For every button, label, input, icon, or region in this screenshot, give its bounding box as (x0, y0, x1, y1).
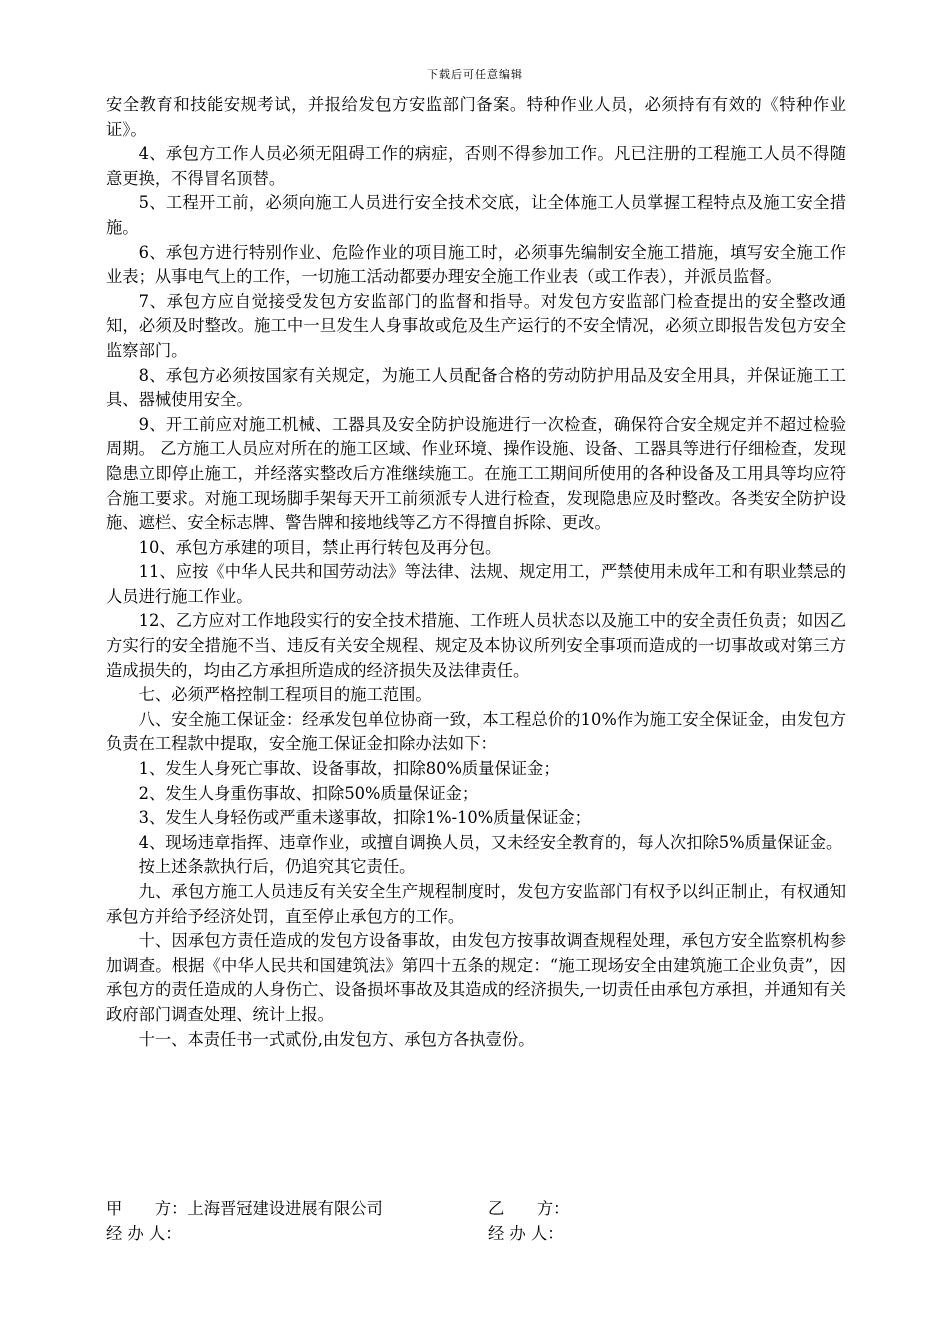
page-header: 下载后可任意编辑 (427, 68, 523, 81)
paragraph: 安全教育和技能安规考试，并报给发包方安监部门备案。特种作业人员，必须持有有效的《特种作业证》。 (106, 95, 846, 139)
party-a-name: 上海晋冠建设进展有限公司 (187, 1199, 383, 1218)
paragraph: 5、工程开工前，必须向施工人员进行安全技术交底，让全体施工人员掌握工程特点及施工安全措施。 (106, 193, 846, 237)
signature-block (106, 1196, 846, 1246)
paragraph: 3、发生人身轻伤或严重未遂事故，扣除1%-10%质量保证金； (138, 808, 591, 828)
party-b-label: 乙 方： (488, 1199, 570, 1218)
agent-label-left: 经 办 人： (106, 1224, 182, 1243)
party-a-label: 甲 方： (106, 1199, 188, 1218)
paragraph: 十、因承包方责任造成的发包方设备事故，由发包方按事故调查规程处理，承包方安全监察机构参加调查。根据《中华人民共和国建筑法》第四十五条的规定：“施工现场安全由建筑施工企业负责”，因承包方的责任造成的人身伤亡、设备损坏事故及其造成的经济损失,一切责任由承包方承担，并通知有关政府部门调查处理、统计上报。 (106, 931, 846, 1024)
agent-label-right: 经 办 人： (488, 1224, 564, 1243)
paragraph: 七、必须严格控制工程项目的施工范围。 (138, 685, 432, 705)
paragraph: 2、发生人身重伤事故、扣除50%质量保证金； (138, 783, 479, 803)
paragraph: 9、开工前应对施工机械、工器具及安全防护设施进行一次检查，确保符合安全规定并不超过检验周期。 乙方施工人员应对所在的施工区域、作业环境、操作设施、设备、工器具等进行仔细检查，发现隐患立即停止施工，并经落实整改后方准继续施工。在施工工期间所使用的各种设备及工用具等均应符合施工要求。对施工现场脚手架每天开工前须派专人进行检查，发现隐患应及时整改。各类安全防护设施、遮栏、安全标志牌、警告牌和接地线等乙方不得擅自拆除、更改。 (106, 414, 846, 533)
signature-row-parties (106, 1196, 846, 1221)
paragraph: 10、承包方承建的项目，禁止再行转包及再分包。 (138, 537, 502, 557)
paragraph: 1、发生人身死亡事故、设备事故，扣除80%质量保证金； (138, 759, 560, 779)
paragraph: 11、应按《中华人民共和国劳动法》等法律、法规、规定用工，严禁使用未成年工和有职业禁忌的人员进行施工作业。 (106, 562, 846, 606)
paragraph: 十一、本责任书一式贰份,由发包方、承包方各执壹份。 (138, 1029, 535, 1049)
paragraph: 4、承包方工作人员必须无阻碍工作的病症，否则不得参加工作。凡已注册的工程施工人员不得随意更换，不得冒名顶替。 (106, 144, 846, 188)
paragraph: 7、承包方应自觉接受发包方安监部门的监督和指导。对发包方安监部门检查提出的安全整改通知，必须及时整改。施工中一旦发生人身事故或危及生产运行的不安全情况，必须立即报告发包方安全监察部门。 (106, 291, 846, 360)
paragraph: 12、乙方应对工作地段实行的安全技术措施、工作班人员状态以及施工中的安全责任负责；如因乙方实行的安全措施不当、违反有关安全规程、规定及本协议所列安全事项而造成的一切事故或对第三方造成损失的，均由乙方承担所造成的经济损失及法律责任。 (106, 611, 846, 680)
paragraph: 6、承包方进行特别作业、危险作业的项目施工时，必须事先编制安全施工措施，填写安全施工作业表；从事电气上的工作，一切施工活动都要办理安全施工作业表（或工作表），并派员监督。 (106, 242, 846, 287)
paragraph: 8、承包方必须按国家有关规定，为施工人员配备合格的劳动防护用品及安全用具，并保证施工工具、器械使用安全。 (106, 365, 846, 410)
paragraph: 八、安全施工保证金：经承发包单位协商一致，本工程总价的10%作为施工安全保证金，由发包方负责在工程款中提取，安全施工保证金扣除办法如下： (106, 709, 846, 754)
party-a (106, 1196, 383, 1221)
paragraph: 按上述条款执行后，仍追究其它责任。 (138, 857, 416, 877)
signature-row-agents (106, 1221, 846, 1246)
paragraph: 4、现场违章指挥、违章作业，或擅自调换人员，又未经安全教育的，每人次扣除5%质量保证金。 (138, 832, 843, 852)
document-body (106, 93, 846, 1052)
paragraph: 九、承包方施工人员违反有关安全生产规程制度时，发包方安监部门有权予以纠正制止，有权通知承包方并给予经济处罚，直至停止承包方的工作。 (106, 882, 846, 926)
